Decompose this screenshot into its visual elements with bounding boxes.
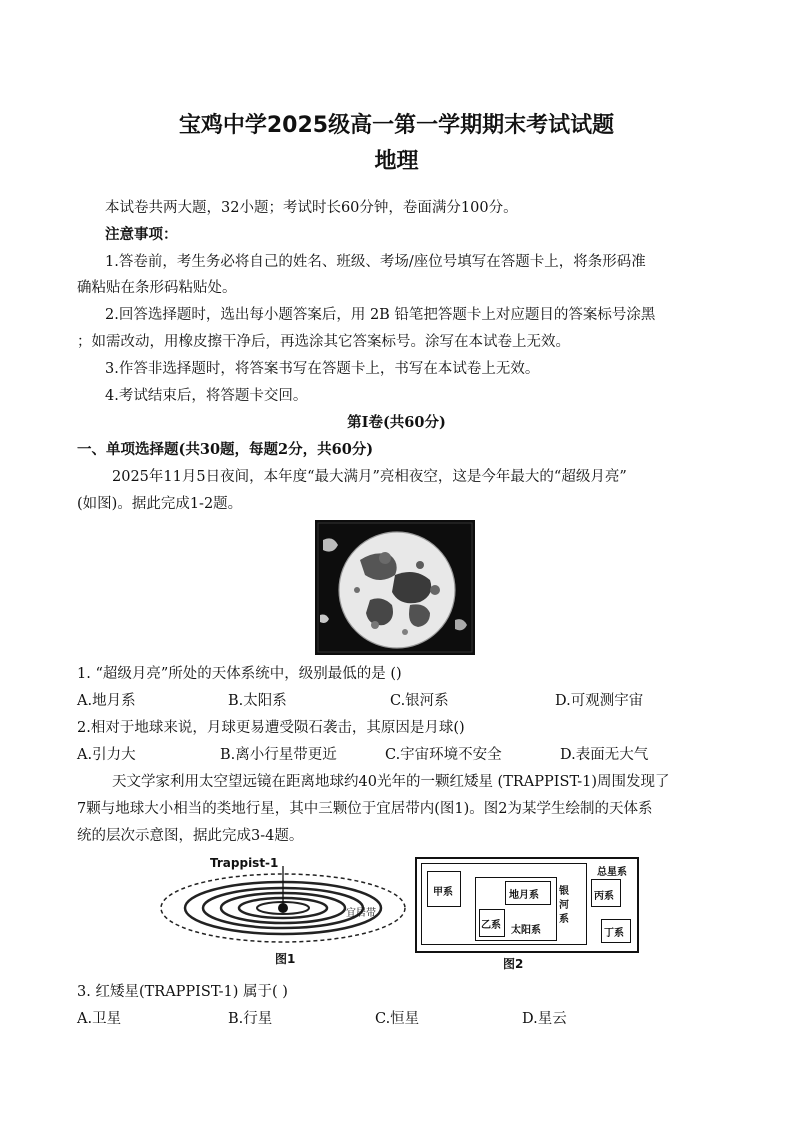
part-1-heading: 第Ⅰ卷(共60分) — [347, 414, 446, 431]
passage-1-line-1: 2025年11月5日夜间，本年度“最大满月”亮相夜空，这是今年最大的“超级月亮” — [112, 469, 627, 485]
note-1-line-2: 确粘贴在条形码粘贴处。 — [77, 280, 237, 296]
q3-option-b[interactable]: B.行星 — [228, 1011, 273, 1027]
yinhe-label: 银河系 — [559, 886, 569, 925]
figure-1 — [150, 852, 410, 972]
note-4: 4.考试结束后，将答题卡交回。 — [105, 388, 308, 404]
yi-label: 乙系 — [481, 920, 501, 931]
question-1-stem: 1. “超级月亮”所处的天体系统中，级别最低的是 () — [77, 666, 402, 682]
figure-2 — [415, 857, 639, 975]
q1-option-a[interactable]: A.地月系 — [77, 693, 136, 709]
trappist-star-marker — [278, 903, 288, 913]
passage-2-line-2: 7颗与地球大小相当的类地行星，其中三颗位于宜居带内(图1)。图2为某学生绘制的天体系 — [77, 801, 653, 817]
notes-heading: 注意事项： — [105, 226, 178, 243]
q1-option-d[interactable]: D.可观测宇宙 — [555, 693, 644, 709]
note-3: 3.作答非选择题时，将答案书写在答题卡上，书写在本试卷上无效。 — [105, 361, 540, 377]
bing-label: 丙系 — [594, 891, 614, 902]
note-1-line-1: 1.答卷前，考生务必将自己的姓名、班级、考场/座位号填写在答题卡上，将条形码准 — [105, 254, 646, 270]
supermoon-photo — [315, 520, 475, 655]
q3-option-c[interactable]: C.恒星 — [375, 1011, 420, 1027]
q3-option-a[interactable]: A.卫星 — [77, 1011, 122, 1027]
q2-option-c[interactable]: C.宇宙环境不安全 — [385, 747, 502, 763]
note-2-line-2: ；如需改动，用橡皮擦干净后，再选涂其它答案标号。涂写在本试卷上无效。 — [77, 334, 570, 350]
passage-1-line-2: (如图)。据此完成1-2题。 — [77, 496, 243, 512]
habitable-zone-label: 宜居带 — [346, 908, 376, 919]
ding-label: 丁系 — [604, 928, 624, 939]
taiyang-label: 太阳系 — [511, 925, 541, 936]
q2-option-a[interactable]: A.引力大 — [77, 747, 136, 763]
zongxi-label: 总星系 — [597, 867, 627, 878]
exam-title: 宝鸡中学2025级高一第一学期期末考试试题 — [178, 113, 615, 138]
figure-2-caption: 图2 — [503, 957, 524, 971]
orbit-diagram — [150, 852, 410, 947]
exam-summary: 本试卷共两大题，32小题；考试时长60分钟，卷面满分100分。 — [105, 200, 518, 216]
supermoon-image — [315, 520, 475, 655]
question-2-stem: 2.相对于地球来说，月球更易遭受陨石袭击，其原因是月球() — [77, 720, 465, 736]
question-3-stem: 3. 红矮星(TRAPPIST-1) 属于( ) — [77, 984, 288, 1000]
jia-label: 甲系 — [433, 887, 453, 898]
q1-option-b[interactable]: B.太阳系 — [228, 693, 287, 709]
section-title: 一、单项选择题(共30题，每题2分，共60分) — [77, 441, 374, 458]
subject-title: 地理 — [374, 149, 419, 174]
trappist-label: Trappist-1 — [210, 856, 279, 870]
figure-1-caption: 图1 — [275, 952, 296, 966]
note-2-line-1: 2.回答选择题时，选出每小题答案后，用 2B 铅笔把答题卡上对应题目的答案标号涂黑 — [105, 307, 656, 323]
passage-2-line-3: 统的层次示意图，据此完成3-4题。 — [77, 828, 304, 844]
q1-option-c[interactable]: C.银河系 — [390, 693, 449, 709]
q3-option-d[interactable]: D.星云 — [522, 1011, 567, 1027]
diyue-label: 地月系 — [509, 890, 539, 901]
q2-option-b[interactable]: B.离小行星带更近 — [220, 747, 337, 763]
passage-2-line-1: 天文学家利用太空望远镜在距离地球约40光年的一颗红矮星 (TRAPPIST-1)周围发现了 — [112, 774, 670, 790]
q2-option-d[interactable]: D.表面无大气 — [560, 747, 649, 763]
